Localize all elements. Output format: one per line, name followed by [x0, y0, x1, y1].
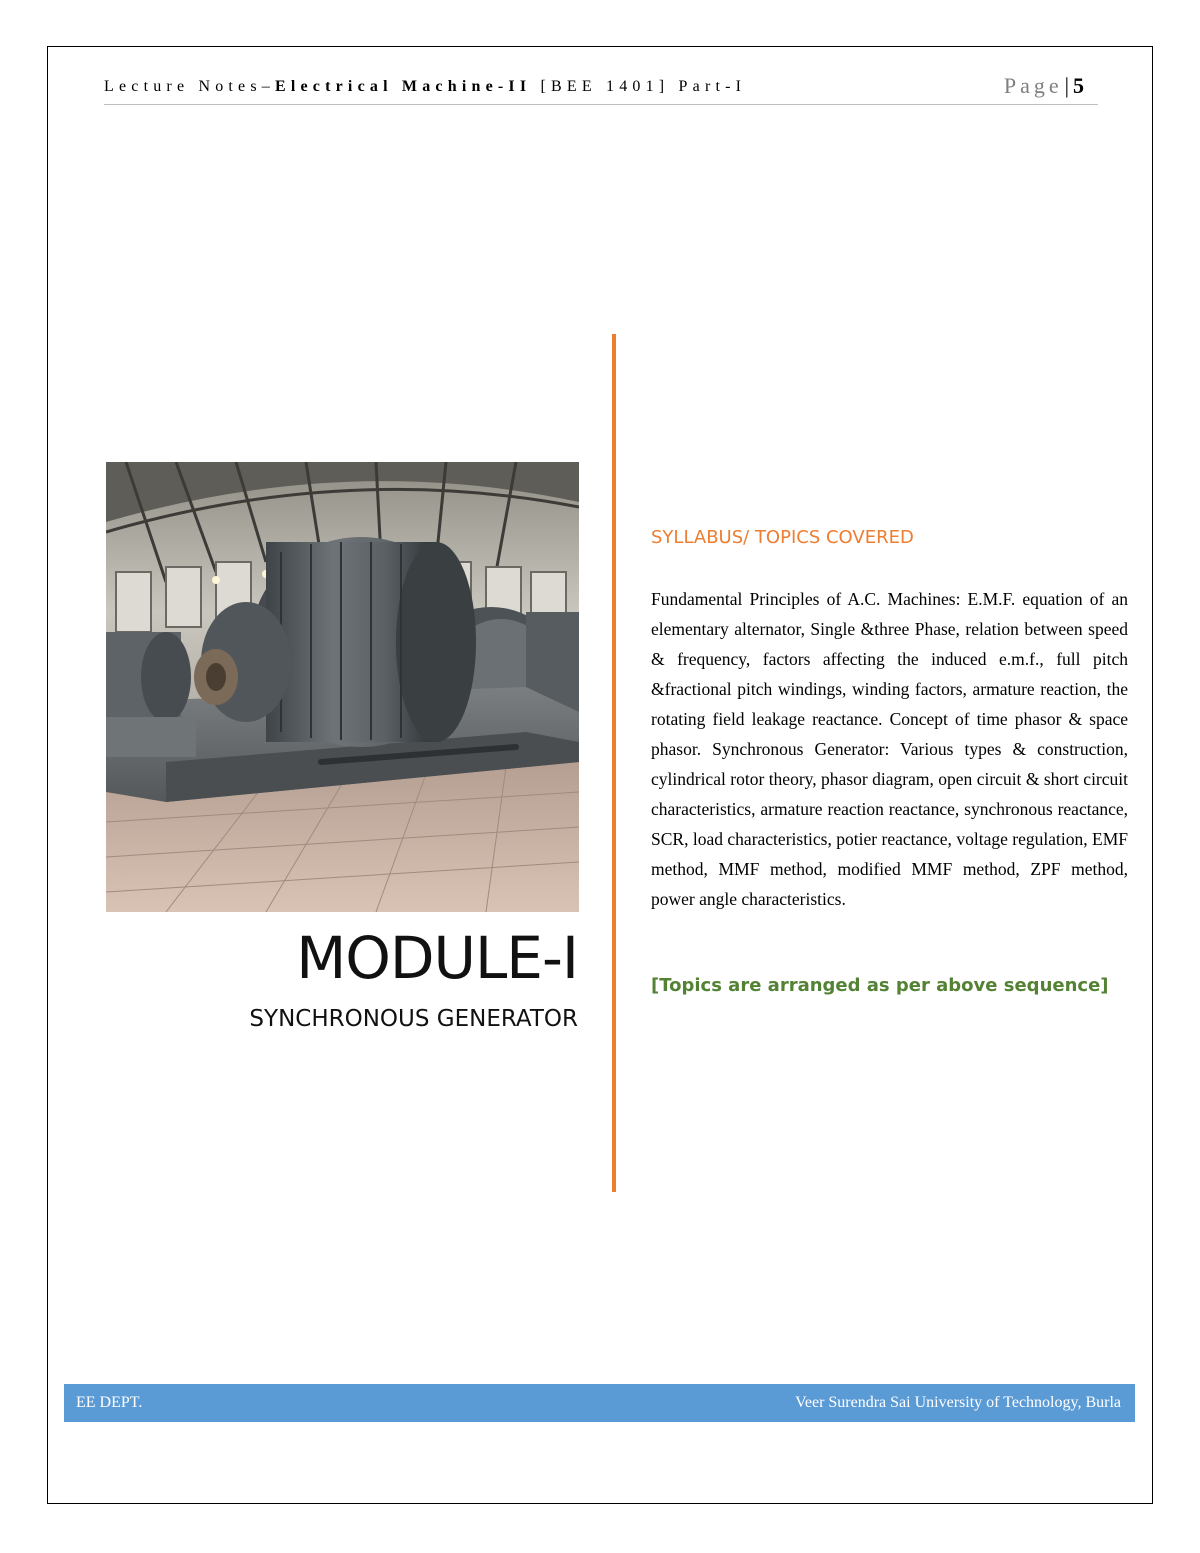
- generator-photo: [106, 462, 579, 912]
- syllabus-note: [Topics are arranged as per above sequence]: [651, 975, 1109, 996]
- header-title: [104, 78, 746, 96]
- header-course-code: [BEE 1401]: [531, 78, 679, 95]
- footer-department: EE DEPT.: [76, 1394, 143, 1411]
- header-course-name: Electrical Machine-II: [274, 78, 532, 95]
- module-title: MODULE-I: [296, 924, 578, 992]
- footer-university: Veer Surendra Sai University of Technology, Burla: [795, 1394, 1121, 1411]
- page-separator: |: [1064, 73, 1069, 98]
- module-subtitle: SYNCHRONOUS GENERATOR: [249, 1006, 578, 1032]
- page-number-block: [1004, 73, 1084, 99]
- page-number: 5: [1073, 73, 1084, 98]
- page-header: [104, 74, 1098, 105]
- page-label: Page: [1003, 73, 1063, 98]
- syllabus-heading: SYLLABUS/ TOPICS COVERED: [651, 527, 914, 548]
- page-footer: [64, 1384, 1135, 1422]
- syllabus-body: Fundamental Principles of A.C. Machines: E.M.F. equation of an elementary alternator, Single &three Phase, relation between speed & frequency, factors affecting the induced e.m.f., full pitch &fractional pitch windings, winding factors, armature reaction, the rotating field leakage reactance. Concept of time phasor & space phasor. Synchronous Generator: Various types & construction, cylindrical rotor theory, phasor diagram, open circuit & short circuit characteristics, armature reaction reactance, synchronous reactance, SCR, load characteristics, potier reactance, voltage regulation, EMF method, MMF method, modified MMF method, ZPF method, power angle characteristics.: [651, 589, 1128, 909]
- vertical-divider: [612, 334, 616, 1192]
- header-title-prefix: Lecture Notes–: [104, 78, 275, 95]
- header-part: Part-I: [678, 78, 747, 95]
